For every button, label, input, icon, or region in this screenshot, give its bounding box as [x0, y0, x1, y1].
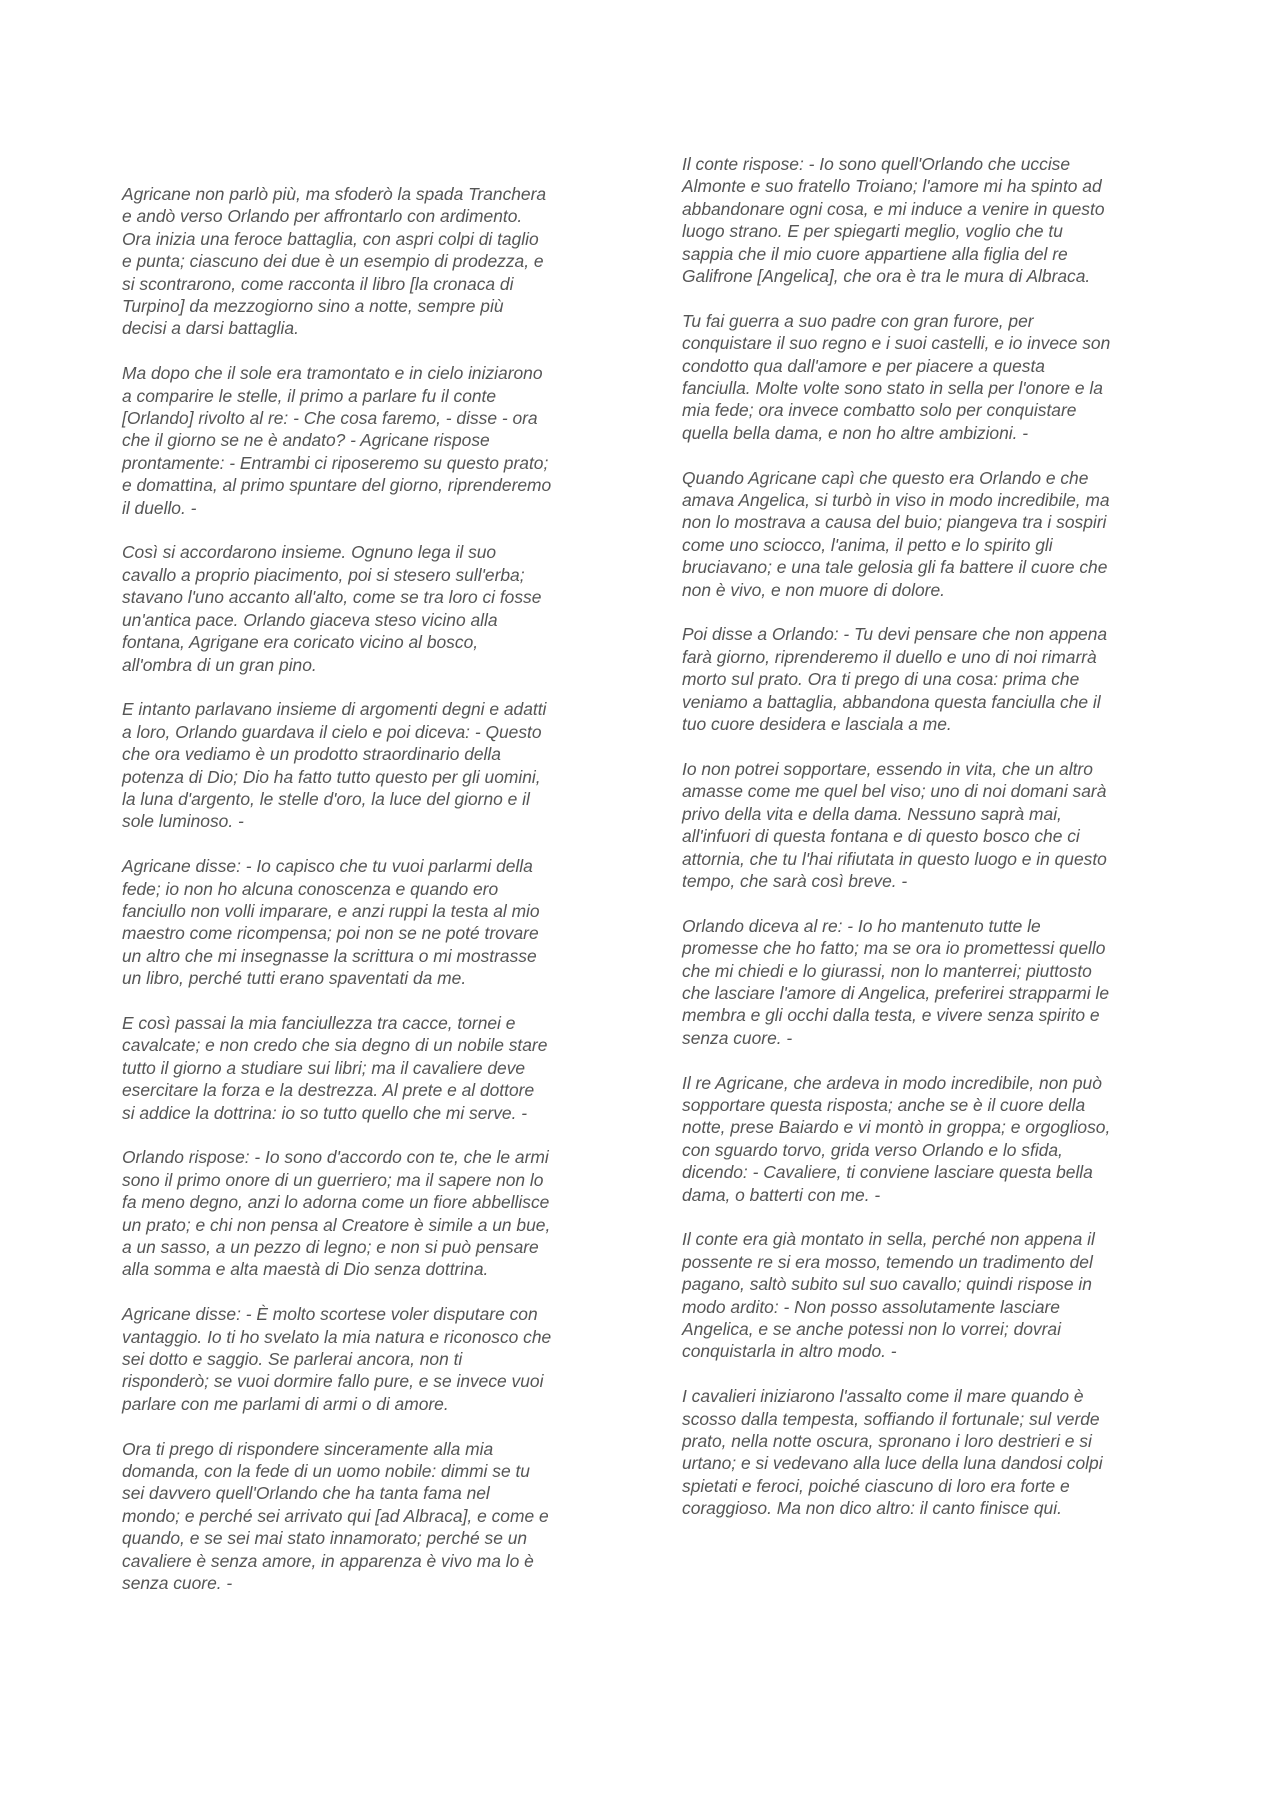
paragraph: Ma dopo che il sole era tramontato e in cielo iniziarono a comparire le stelle, il primo a parlare fu il conte [Orlando] rivolto al re: - Che cosa faremo, - disse - ora che il giorno se ne è andato? - Agricane rispose prontamente: - Entrambi ci riposeremo su questo prato; e domattina, al primo spuntare del giorno, riprenderemo il duello. -: [122, 363, 552, 518]
paragraph: Così si accordarono insieme. Ognuno lega il suo cavallo a proprio piacimento, poi si stesero sull'erba; stavano l'uno accanto all'alto, come se tra loro ci fosse un'antica pace. Orlando giaceva steso vicino alla fontana, Agrigane era coricato vicino al bosco, all'ombra di un gran pino.: [122, 542, 542, 675]
paragraph: Io non potrei sopportare, essendo in vita, che un altro amasse come me quel bel viso; uno di noi domani sarà privo della vita e della dama. Nessuno saprà mai, all'infuori di questa fontana e di questo bosco che ci attornia, che tu l'hai rifiutata in questo luogo e in questo tempo, che sarà così breve. -: [682, 758, 1107, 891]
paragraph: Ora ti prego di rispondere sinceramente alla mia domanda, con la fede di un uomo nobile: dimmi se tu sei davvero quell'Orlando che ha tanta fama nel mondo; e perché sei arrivato qui [ad Albraca], e come e quando, e se sei mai stato innamorato; perché se un cavaliere è senza amore, in apparenza è vivo ma lo è senza cuore. -: [122, 1438, 549, 1594]
paragraph: I cavalieri iniziarono l'assalto come il mare quando è scosso dalla tempesta, soffiando il fortunale; sul verde prato, nella notte oscura, spronano i loro destrieri e si urtano; e si vedevano alla luce della luna dandosi colpi spietati e feroci, poiché ciascuno di loro era forte e coraggioso. Ma non dico altro: il canto finisce qui.: [682, 1386, 1103, 1519]
paragraph: E così passai la mia fanciullezza tra cacce, tornei e cavalcate; e non credo che sia degno di un nobile stare tutto il giorno a studiare sui libri; ma il cavaliere deve esercitare la forza e la destrezza. Al prete e al dottore si addice la dottrina: io so tutto quello che mi serve. -: [122, 1012, 548, 1123]
paragraph: Il re Agricane, che ardeva in modo incredibile, non può sopportare questa risposta; anche se è il cuore della notte, prese Baiardo e vi montò in groppa; e orgoglioso, con sguardo torvo, grida verso Orlando e lo sfida, dicendo: - Cavaliere, ti conviene lasciare questa bella dama, o batterti con me. -: [682, 1072, 1111, 1205]
paragraph: Quando Agricane capì che questo era Orlando e che amava Angelica, si turbò in viso in modo incredibile, ma non lo mostrava a causa del buio; piangeva tra i sospiri come uno sciocco, l'anima, il petto e lo spirito gli bruciavano; e una tale gelosia gli fa battere il cuore che non è vivo, e non muore di dolore.: [682, 467, 1110, 600]
paragraph: Il conte era già montato in sella, perché non appena il possente re si era mosso, temendo un tradimento del pagano, saltò subito sul suo cavallo; quindi rispose in modo ardito: - Non posso assolutamente lasciare Angelica, e se anche potessi non lo vorrei; dovrai conquistarla in altro modo. -: [682, 1229, 1095, 1362]
paragraph: Agricane non parlò più, ma sfoderò la spada Tranchera e andò verso Orlando per affrontarlo con ardimento. Ora inizia una feroce battaglia, con aspri colpi di taglio e punta; ciascuno dei due è un esempio di prodezza, e si scontrarono, come racconta il libro [la cronaca di Turpino] da mezzogiorno sino a notte, sempre più decisi a darsi battaglia.: [122, 184, 547, 339]
left-column: [122, 183, 608, 1617]
paragraph: Agricane disse: - È molto scortese voler disputare con vantaggio. Io ti ho svelato la mia natura e riconosco che sei dotto e saggio. Se parlerai ancora, non ti risponderò; se vuoi dormire fallo pure, e se invece vuoi parlare con me parlami di armi o di amore.: [122, 1304, 552, 1414]
paragraph: E intanto parlavano insieme di argomenti degni e adatti a loro, Orlando guardava il cielo e poi diceva: - Questo che ora vediamo è un prodotto straordinario della potenza di Dio; Dio ha fatto tutto questo per gli uomini, la luna d'argento, le stelle d'oro, la luce del giorno e il sole luminoso. -: [122, 699, 547, 832]
paragraph: Orlando diceva al re: - Io ho mantenuto tutte le promesse che ho fatto; ma se ora io promettessi quello che mi chiedi e lo giurassi, non lo manterrei; piuttosto che lasciare l'amore di Angelica, preferirei strapparmi le membra e gli occhi dalla testa, e vivere senza spirito e senza cuore. -: [682, 915, 1109, 1048]
paragraph: Orlando rispose: - Io sono d'accordo con te, che le armi sono il primo onore di un guerriero; ma il sapere non lo fa meno degno, anzi lo adorna come un fiore abbellisce un prato; e chi non pensa al Creatore è simile a un bue, a un sasso, a un pezzo di legno; e non si può pensare alla somma e alta maestà di Dio senza dottrina.: [122, 1147, 551, 1280]
paragraph: Tu fai guerra a suo padre con gran furore, per conquistare il suo regno e i suoi castelli, e io invece son condotto qua dall'amore e per piacere a questa fanciulla. Molte volte sono stato in sella per l'onore e la mia fede; ora invece combatto solo per conquistare quella bella dama, e non ho altre ambizioni. -: [682, 310, 1111, 443]
paragraph: Agricane disse: - Io capisco che tu vuoi parlarmi della fede; io non ho alcuna conoscenza e quando ero fanciullo non volli imparare, e anzi ruppi la testa al mio maestro come ricompensa; poi non se ne poté trovare un altro che mi insegnasse la scrittura o mi mostrasse un libro, perché tutti erano spaventati da me.: [122, 856, 540, 989]
paragraph: Il conte rispose: - Io sono quell'Orlando che uccise Almonte e suo fratello Troiano; l'amore mi ha spinto ad abbandonare ogni cosa, e mi induce a venire in questo luogo strano. E per spiegarti meglio, voglio che tu sappia che il mio cuore appartiene alla figlia del re Galifrone [Angelica], che ora è tra le mura di Albraca.: [682, 154, 1105, 287]
right-column: [682, 153, 1168, 1542]
paragraph: Poi disse a Orlando: - Tu devi pensare che non appena farà giorno, riprenderemo il duello e uno di noi rimarrà morto sul prato. Ora ti prego di una cosa: prima che veniamo a battaglia, abbandona questa fanciulla che il tuo cuore desidera e lasciala a me.: [682, 624, 1108, 735]
